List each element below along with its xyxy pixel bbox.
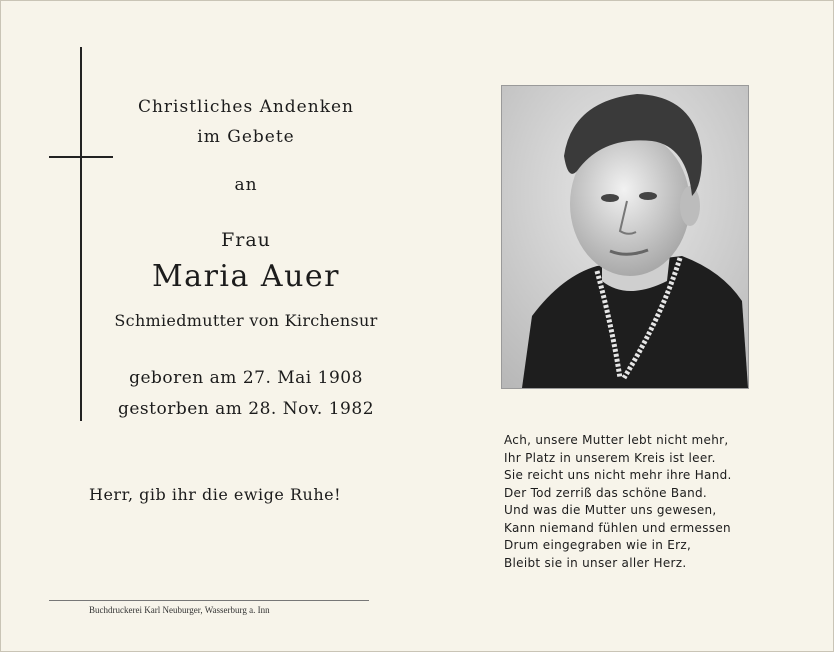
cross-icon-bar (49, 156, 113, 158)
deceased-name: Maria Auer (151, 259, 341, 294)
poem-line: Sie reicht uns nicht mehr ihre Hand. (504, 468, 732, 482)
death-date: gestorben am 28. Nov. 1982 (117, 399, 375, 419)
poem-line: Der Tod zerriß das schöne Band. (504, 485, 708, 500)
heading-line2: im Gebete (197, 127, 295, 147)
title-text: Frau (221, 229, 271, 251)
heading-line1: Christliches Andenken (137, 97, 355, 117)
prayer-text: Herr, gib ihr die ewige Ruhe! (89, 485, 342, 504)
poem-line: Bleibt sie in unser aller Herz. (504, 555, 687, 570)
poem-line: Ihr Platz in unserem Kreis ist leer. (504, 450, 716, 465)
printer-credit: Buchdruckerei Karl Neuburger, Wasserburg a. Inn (89, 605, 270, 615)
subtitle-text: Schmiedmutter von Kirchensur (114, 311, 378, 330)
birth-date: geboren am 27. Mai 1908 (129, 368, 363, 388)
portrait-photo (501, 85, 749, 389)
footer-divider (49, 600, 369, 601)
poem (504, 432, 732, 572)
poem-line: Und was die Mutter uns gewesen, (504, 503, 717, 517)
cross-icon (80, 47, 82, 421)
poem-line: Kann niemand fühlen und ermessen (504, 520, 731, 535)
heading-line3: an (234, 175, 258, 195)
poem-line: Ach, unsere Mutter lebt nicht mehr, (504, 433, 729, 447)
poem-line: Drum eingegraben wie in Erz, (504, 538, 692, 552)
